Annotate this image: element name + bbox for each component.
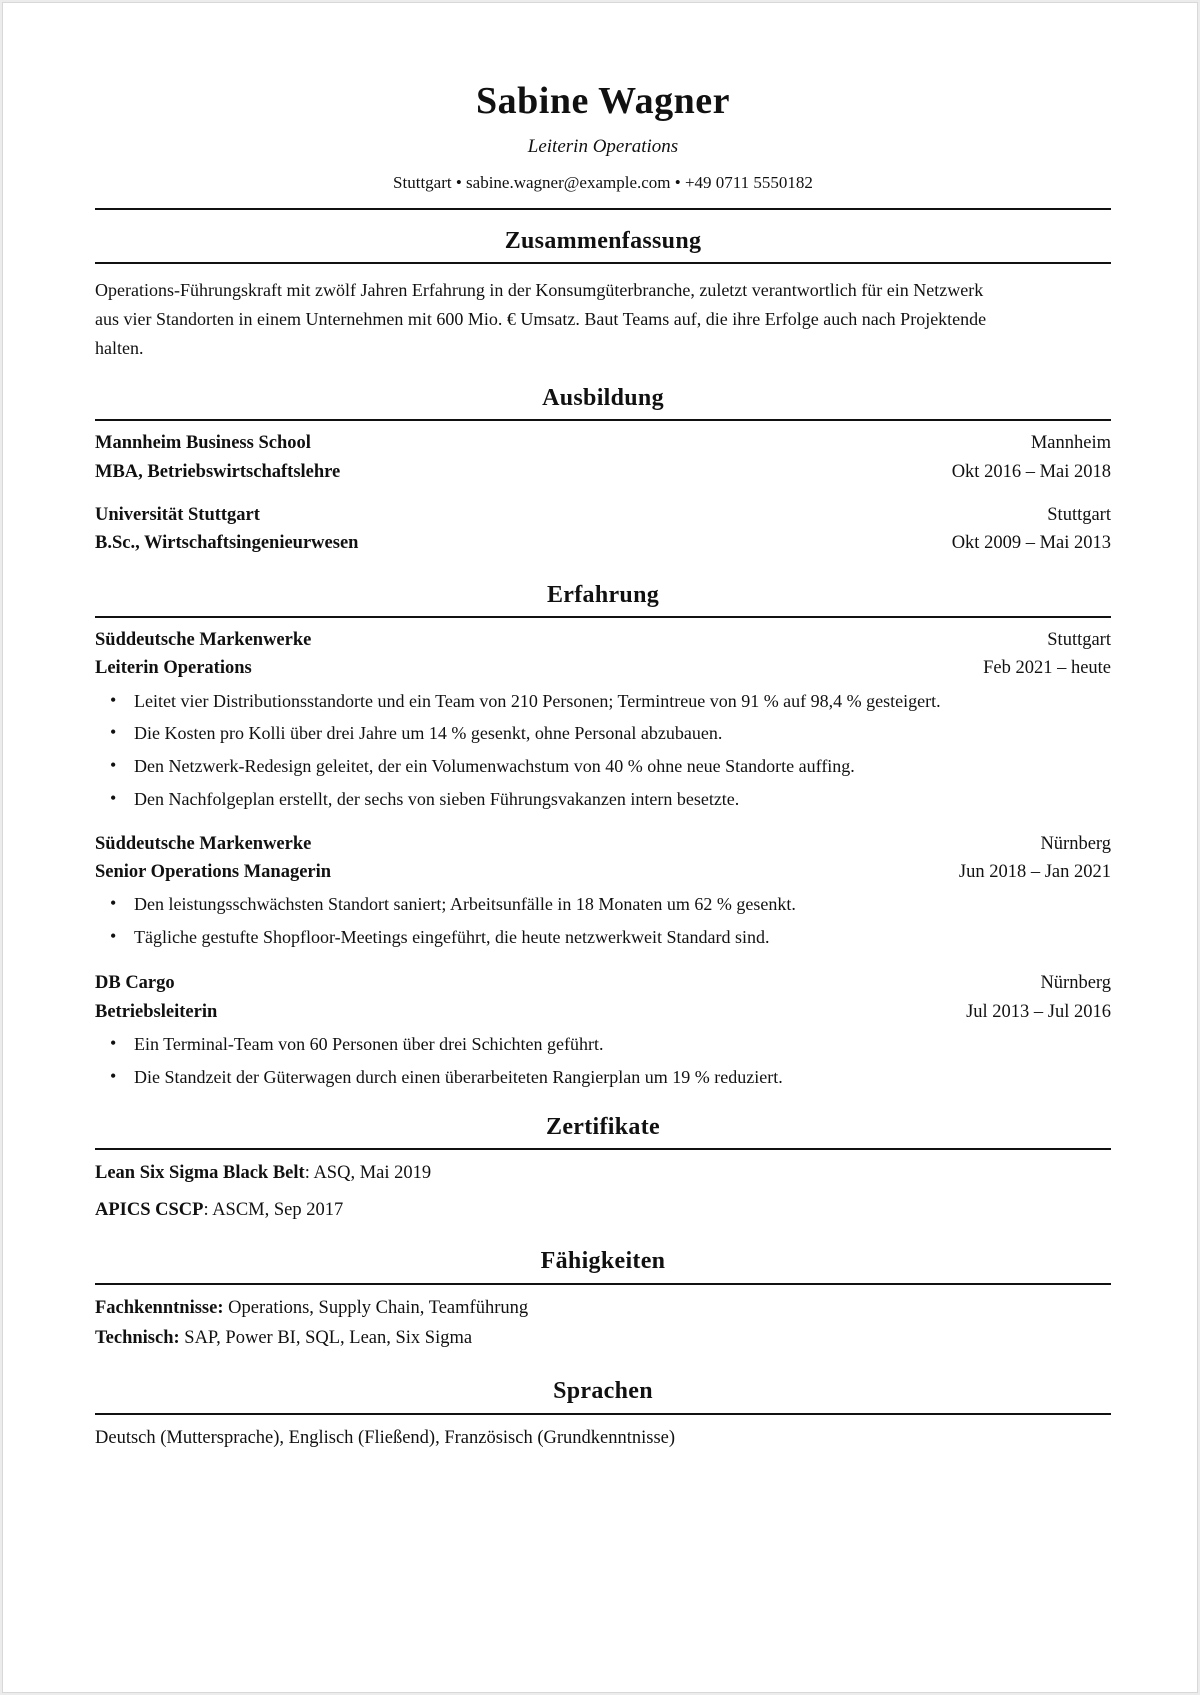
contact-line: Stuttgart • sabine.wagner@example.com • +49 0711 5550182 [393, 173, 813, 192]
job-role-row [95, 1002, 1111, 1028]
school-name: Universität Stuttgart [95, 505, 260, 525]
section-title-experience: Erfahrung [546, 582, 660, 608]
skill-label: Fachkenntnisse: [95, 1298, 224, 1318]
education-dates: Okt 2009 – Mai 2013 [951, 533, 1111, 553]
certificate-item [95, 1163, 1111, 1184]
job-header [95, 973, 1111, 999]
job-role: Betriebsleiterin [95, 1002, 218, 1022]
job-header [95, 630, 1111, 656]
skills-divider [95, 1283, 1111, 1285]
company-name: DB Cargo [95, 973, 175, 993]
job-header [95, 834, 1111, 860]
certificate-detail: : ASCM, Sep 2017 [203, 1200, 344, 1220]
certificate-name: Lean Six Sigma Black Belt [95, 1163, 305, 1183]
school-name: Mannheim Business School [95, 433, 311, 453]
school-location: Mannheim [1030, 433, 1111, 453]
resume-page: Sabine Wagner Leiterin Operations Stuttgart • sabine.wagner@example.com • +49 0711 5550182 Zusammenfassung Operations-Führungskraft mit zwölf Jahren Erfahrung in der Konsumgüterbranche, zuletzt verantwortlich für ein Netzwerk aus vier Standorten in einem Unternehmen mit 600 Mio. € Umsatz. Baut Teams auf, die ihre Erfolge auch nach Projektende halten. Ausbildung Mannheim Business School Mannheim MBA, Betriebswirtschaftslehre Okt 2016 – Mai 2018 Universität Stuttgart Stuttgart B.Sc., Wirtschaftsingenieurwesen Okt 2009 – Mai 2013 Erfahrung Süddeutsche Markenwerke Stuttgart Leiterin Operations Feb 2021 – heute • Leitet vier Distributionsstandorte und ein Team von 210 Personen; Termintreue von 91 % auf 98,4 % gesteigert. • Die Kosten pro Kolli über drei Jahre um 14 % gesenkt, ohne Personal abzubauen. • Den Netzwerk-Redesign geleitet, der ein Volumenwachstum von 40 % ohne neue Standorte auffing. • Den Nachfolgeplan erstellt, der sechs von sieben Führungsvakanzen intern besetzte. Süddeutsche Markenwerke Nürnberg Senior Operations Managerin Jun 2018 – Jan 2021 • Den leistungsschwächsten Standort saniert; Arbeitsunfälle in 18 Monaten um 62 % gesenkt. • Tägliche gestufte Shopfloor-Meetings eingeführt, die heute netzwerkweit Standard sind. DB Cargo Nürnberg Betriebsleiterin Jul 2013 – Jul 2016 • Ein Terminal-Team von 60 Personen über drei Schichten geführt. • Die Standzeit der Güterwagen durch einen überarbeiteten Rangierplan um 19 % reduziert. Zertifikate Lean Six Sigma Black Belt: ASQ, Mai 2019 APICS CSCP: ASCM, Sep 2017 Fähigkeiten Fachkenntnisse: Operations, Supply Chain, Teamführung Technisch: SAP, Power BI, SQL, Lean, Six Sigma Sprachen Deutsch (Muttersprache), Englisch (Fließend), Französisch (Grundkenntnisse) [2, 2, 1198, 1693]
certificate-detail: : ASQ, Mai 2019 [304, 1163, 432, 1183]
education-entry-degree [95, 533, 1111, 559]
job-dates: Jul 2013 – Jul 2016 [966, 1002, 1111, 1022]
education-entry-header [95, 505, 1111, 531]
job-location: Nürnberg [1040, 973, 1111, 993]
job-role-row [95, 862, 1111, 888]
job-role: Senior Operations Managerin [95, 862, 332, 882]
certificate-name: APICS CSCP [95, 1200, 204, 1220]
summary-line: aus vier Standorten in einem Unternehmen mit 600 Mio. € Umsatz. Baut Teams auf, die ihre Erfolge auch nach Projektende [95, 309, 987, 329]
summary-divider [95, 262, 1111, 264]
languages-text: Deutsch (Muttersprache), Englisch (Fließend), Französisch (Grundkenntnisse) [95, 1428, 676, 1448]
summary-line: halten. [95, 338, 144, 358]
certificate-item [95, 1200, 1111, 1221]
languages-divider [95, 1413, 1111, 1415]
skill-label: Technisch: [95, 1328, 180, 1348]
skill-value: SAP, Power BI, SQL, Lean, Six Sigma [179, 1328, 473, 1348]
education-entry-header [95, 433, 1111, 459]
summary-text [95, 276, 1111, 363]
candidate-title: Leiterin Operations [527, 136, 679, 157]
education-divider [95, 419, 1111, 421]
section-title-education: Ausbildung [542, 385, 664, 411]
job-dates: Feb 2021 – heute [983, 658, 1111, 678]
candidate-name: Sabine Wagner [476, 80, 730, 122]
experience-divider [95, 616, 1111, 618]
degree: B.Sc., Wirtschaftsingenieurwesen [95, 533, 359, 553]
skill-item [95, 1298, 1111, 1319]
section-title-skills: Fähigkeiten [540, 1248, 666, 1274]
header-divider [95, 208, 1111, 210]
job-dates: Jun 2018 – Jan 2021 [958, 862, 1111, 882]
company-name: Süddeutsche Markenwerke [95, 834, 312, 854]
degree: MBA, Betriebswirtschaftslehre [95, 462, 341, 482]
section-title-certificates: Zertifikate [546, 1114, 660, 1140]
education-entry-degree [95, 462, 1111, 488]
job-role-row [95, 658, 1111, 684]
school-location: Stuttgart [1047, 505, 1111, 525]
section-title-languages: Sprachen [553, 1378, 653, 1404]
job-role: Leiterin Operations [95, 658, 252, 678]
summary-line: Operations-Führungskraft mit zwölf Jahren Erfahrung in der Konsumgüterbranche, zuletzt verantwortlich für ein Netzwerk [95, 280, 984, 300]
job-location: Nürnberg [1040, 834, 1111, 854]
company-name: Süddeutsche Markenwerke [95, 630, 312, 650]
section-title-summary: Zusammenfassung [504, 228, 702, 254]
skill-value: Operations, Supply Chain, Teamführung [223, 1298, 529, 1318]
job-location: Stuttgart [1047, 630, 1111, 650]
skill-item [95, 1328, 1111, 1349]
education-dates: Okt 2016 – Mai 2018 [951, 462, 1111, 482]
certificates-divider [95, 1148, 1111, 1150]
